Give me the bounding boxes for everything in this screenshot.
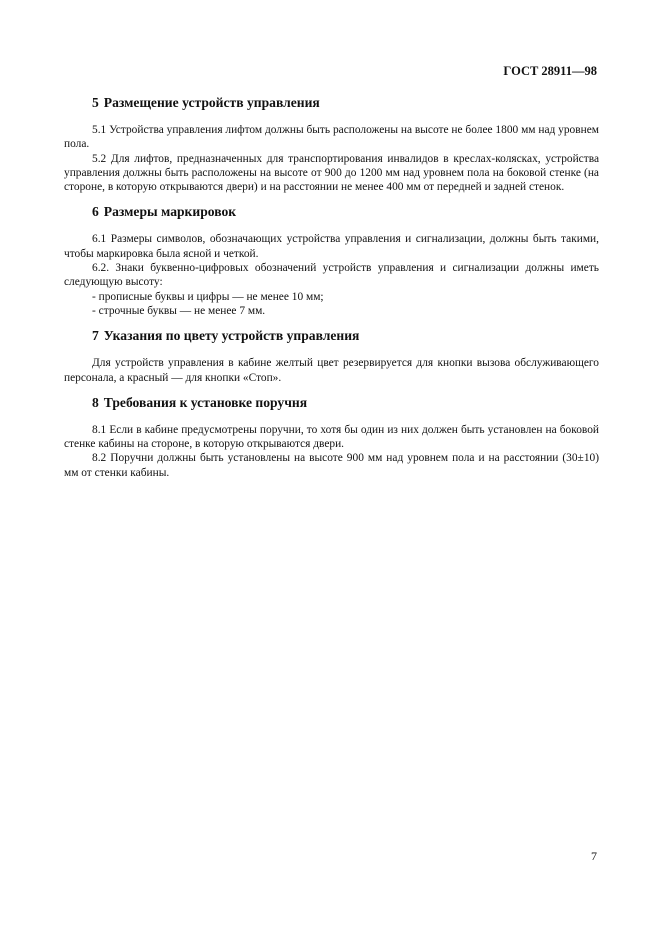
section-title: Размеры маркировок bbox=[103, 204, 237, 220]
section-title: Указания по цвету устройств управления bbox=[103, 328, 360, 344]
document-id-header: ГОСТ 28911—98 bbox=[503, 64, 597, 78]
list-item: - строчные буквы — не менее 7 мм. bbox=[92, 304, 266, 317]
section-6 bbox=[64, 204, 599, 318]
section-heading bbox=[64, 204, 599, 220]
paragraph: Для устройств управления в кабине желтый цвет резервируется для кнопки вызова обслуживающего персонала, а красный — для кнопки «Стоп». bbox=[64, 357, 599, 384]
section-8 bbox=[64, 395, 599, 480]
paragraph: 5.2 Для лифтов, предназначенных для транспортирования инвалидов в креслах-колясках, устройства управления должны быть расположены на высоте от 900 до 1200 мм над уровнем пола на боковой стенке (на стороне, в которую открываются двери) и на расстоянии не менее 400 мм от передней и задней стенок. bbox=[64, 152, 599, 194]
paragraph: 8.1 Если в кабине предусмотрены поручни, то хотя бы один из них должен быть установлен на боковой стенке кабины на стороне, в которую открываются двери. bbox=[64, 423, 599, 451]
paragraph: 6.1 Размеры символов, обозначающих устройства управления и сигнализации, должны быть такими, чтобы маркировка была ясной и четкой. bbox=[64, 233, 599, 260]
section-5 bbox=[64, 95, 599, 194]
section-title: Размещение устройств управления bbox=[103, 95, 320, 110]
section-title: Требования к установке поручня bbox=[103, 394, 308, 410]
section-heading bbox=[64, 95, 599, 111]
section-number: 7 bbox=[92, 328, 99, 344]
list-item: - прописные буквы и цифры — не менее 10 мм; bbox=[92, 290, 324, 303]
paragraph: 5.1 Устройства управления лифтом должны быть расположены на высоте не более 1800 мм над уровнем пола. bbox=[64, 124, 599, 151]
paragraph: 8.2 Поручни должны быть установлены на высоте 900 мм над уровнем пола и на расстоянии (30±10) мм от стенки кабины. bbox=[64, 452, 599, 479]
section-7 bbox=[64, 328, 599, 385]
section-number: 5 bbox=[92, 95, 99, 110]
page-number: 7 bbox=[591, 849, 597, 863]
section-number: 8 bbox=[92, 394, 99, 410]
document-body bbox=[64, 95, 599, 490]
section-heading bbox=[64, 395, 599, 411]
paragraph: 6.2. Знаки буквенно-цифровых обозначений устройств управления и сигнализации должны иметь следующую высоту: bbox=[64, 262, 599, 289]
section-number: 6 bbox=[92, 204, 99, 220]
section-heading bbox=[64, 328, 599, 344]
